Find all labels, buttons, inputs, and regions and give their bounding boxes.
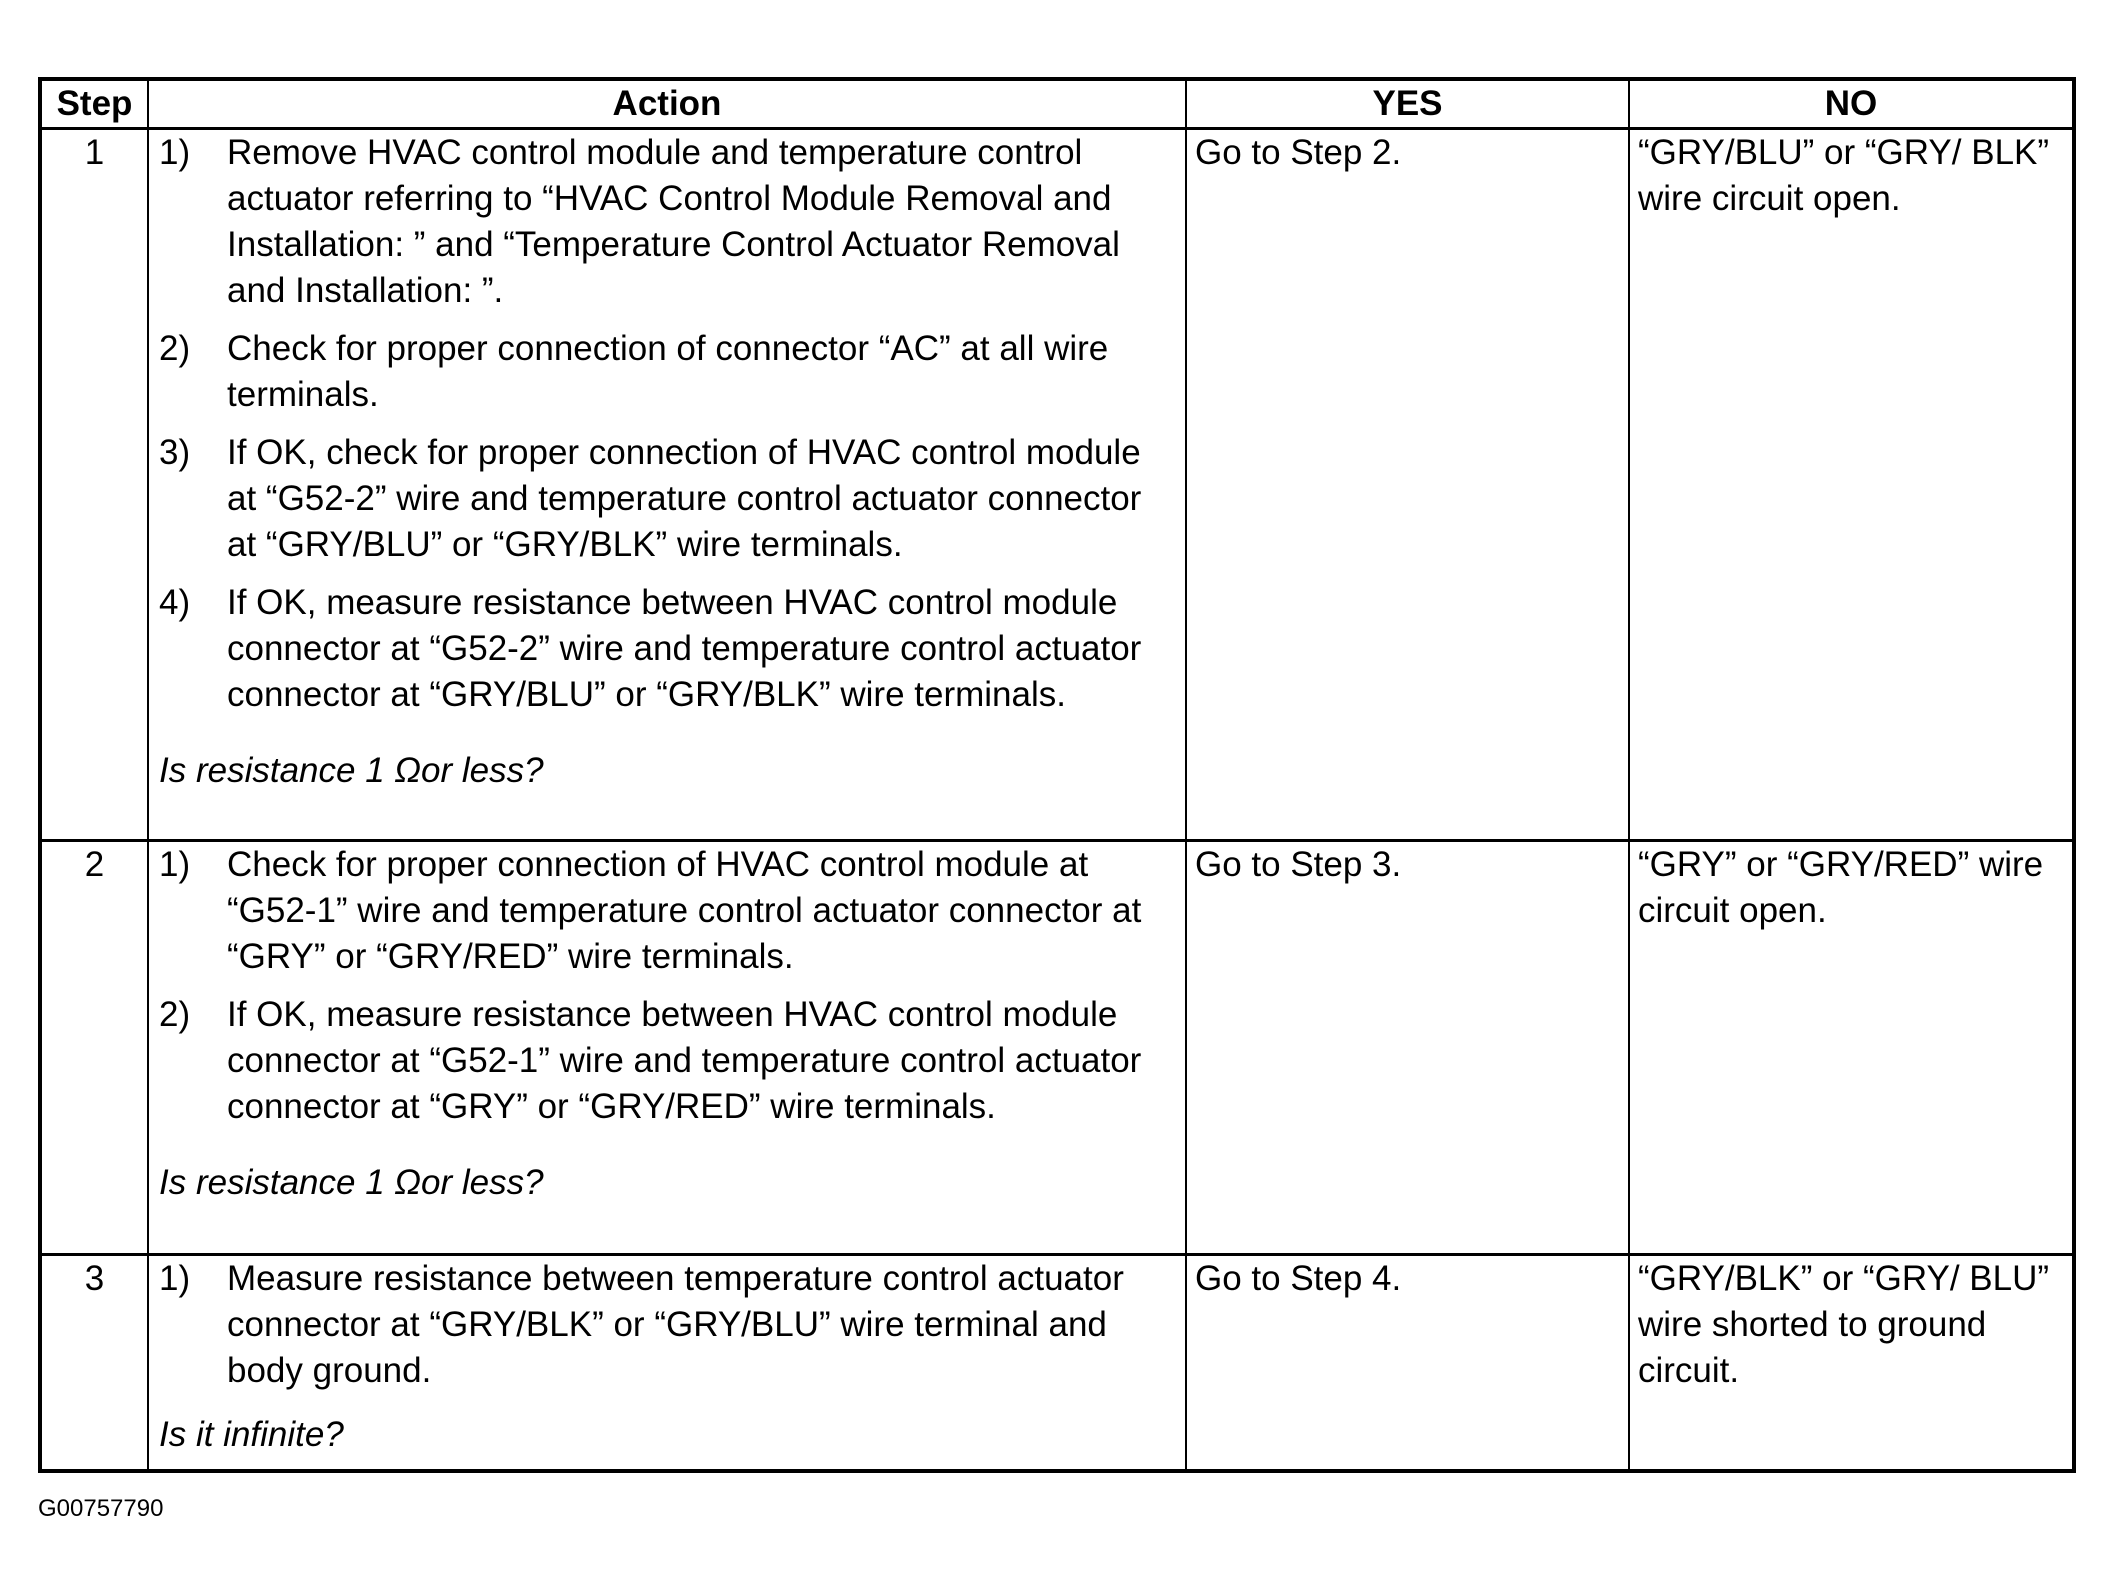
- action-number: 1): [159, 1259, 191, 1298]
- action-cell: [148, 1255, 1186, 1471]
- diagnostic-table: [38, 77, 2076, 1473]
- action-cell: [148, 129, 1186, 841]
- action-number: 1): [159, 133, 191, 172]
- action-item: [159, 842, 1175, 980]
- action-text: Check for proper connection of connector “AC” at all wire terminals.: [227, 329, 1109, 414]
- header-no: NO: [1629, 79, 2074, 129]
- no-cell: “GRY” or “GRY/RED” wire circuit open.: [1629, 841, 2074, 1255]
- no-cell: “GRY/BLU” or “GRY/ BLK” wire circuit open.: [1629, 129, 2074, 841]
- action-number: 4): [159, 583, 191, 622]
- action-item: [159, 326, 1175, 418]
- header-yes: YES: [1186, 79, 1629, 129]
- yes-cell: Go to Step 4.: [1186, 1255, 1629, 1471]
- action-text: Check for proper connection of HVAC control module at “G52-1” wire and temperature control actuator connector at “GRY” or “GRY/RED” wire terminals.: [227, 845, 1142, 976]
- header-row: [40, 79, 2074, 129]
- action-text: Measure resistance between temperature control actuator connector at “GRY/BLK” or “GRY/BLU” wire terminal and body ground.: [227, 1259, 1124, 1390]
- action-cell: [148, 841, 1186, 1255]
- action-item: [159, 430, 1175, 568]
- question-text: Is it infinite?: [159, 1415, 344, 1454]
- header-step: Step: [40, 79, 148, 129]
- action-item: [159, 580, 1175, 718]
- action-text: Remove HVAC control module and temperature control actuator referring to “HVAC Control Module Removal and Installation: ” and “Temperature Control Actuator Removal and Installation: ”.: [227, 133, 1120, 310]
- table-row-step-2: [40, 841, 2074, 1255]
- table-row-step-3: [40, 1255, 2074, 1471]
- table-row-step-1: [40, 129, 2074, 841]
- action-number: 2): [159, 329, 191, 368]
- figure-id: G00757790: [38, 1495, 164, 1522]
- action-item: [159, 130, 1175, 314]
- step-number: 3: [40, 1255, 148, 1471]
- header-action: Action: [148, 79, 1186, 129]
- action-list: [159, 1256, 1175, 1394]
- no-cell: “GRY/BLK” or “GRY/ BLU” wire shorted to ground circuit.: [1629, 1255, 2074, 1471]
- action-list: [159, 130, 1175, 718]
- yes-cell: Go to Step 2.: [1186, 129, 1629, 841]
- question-text: Is resistance 1 Ωor less?: [159, 751, 544, 790]
- action-item: [159, 992, 1175, 1130]
- action-number: 1): [159, 845, 191, 884]
- yes-cell: Go to Step 3.: [1186, 841, 1629, 1255]
- question-text: Is resistance 1 Ωor less?: [159, 1163, 544, 1202]
- action-list: [159, 842, 1175, 1130]
- action-text: If OK, check for proper connection of HVAC control module at “G52-2” wire and temperature control actuator connector at “GRY/BLU” or “GRY/BLK” wire terminals.: [227, 433, 1142, 564]
- action-number: 3): [159, 433, 191, 472]
- action-text: If OK, measure resistance between HVAC control module connector at “G52-1” wire and temperature control actuator connector at “GRY” or “GRY/RED” wire terminals.: [227, 995, 1142, 1126]
- action-number: 2): [159, 995, 191, 1034]
- step-number: 2: [40, 841, 148, 1255]
- step-number: 1: [40, 129, 148, 841]
- action-text: If OK, measure resistance between HVAC control module connector at “G52-2” wire and temperature control actuator connector at “GRY/BLU” or “GRY/BLK” wire terminals.: [227, 583, 1142, 714]
- action-item: [159, 1256, 1175, 1394]
